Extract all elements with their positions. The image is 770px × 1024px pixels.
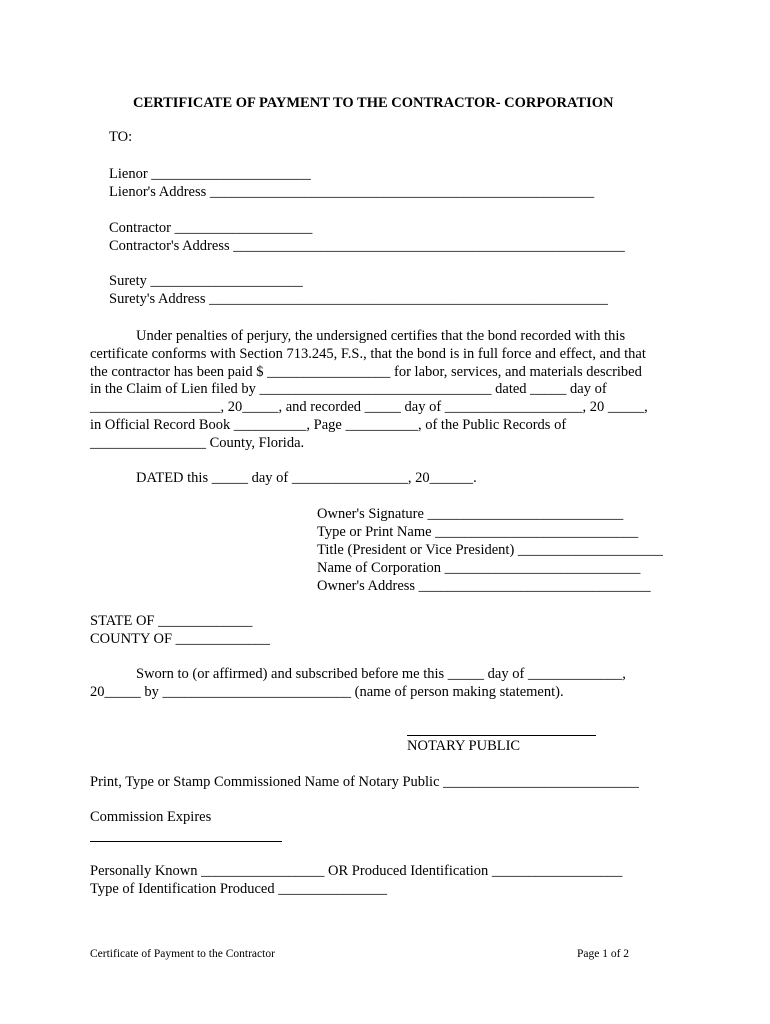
paragraph-line: certificate conforms with Section 713.245, F.S., that the bond is in full force and effect, and that xyxy=(90,346,646,362)
document-title: CERTIFICATE OF PAYMENT TO THE CONTRACTOR- CORPORATION xyxy=(133,95,614,111)
sworn-line: 20_____ by __________________________ (name of person making statement). xyxy=(90,684,564,700)
print-name-field: Type or Print Name ____________________________ xyxy=(317,524,639,540)
paragraph-line: in Official Record Book __________, Page __________, of the Public Records of xyxy=(90,417,567,433)
commission-expires-label: Commission Expires xyxy=(90,809,212,825)
county-field: COUNTY OF _____________ xyxy=(90,631,270,647)
notary-signature-line xyxy=(407,735,596,736)
contractor-address-field: Contractor's Address ______________________________________________________ xyxy=(109,238,625,254)
surety-address-field: Surety's Address _______________________________________________________ xyxy=(109,291,608,307)
paragraph-line: the contractor has been paid $ _________________ for labor, services, and materials described xyxy=(90,364,642,380)
footer-page-number: Page 1 of 2 xyxy=(577,948,630,960)
footer-document-name: Certificate of Payment to the Contractor xyxy=(90,948,275,960)
notary-name-field: Print, Type or Stamp Commissioned Name of Notary Public ___________________________ xyxy=(90,774,639,790)
paragraph-line: Under penalties of perjury, the undersigned certifies that the bond recorded with this xyxy=(136,328,626,344)
to-label: TO: xyxy=(109,129,133,145)
paragraph-line: in the Claim of Lien filed by ________________________________ dated _____ day of xyxy=(90,381,607,397)
contractor-field: Contractor ___________________ xyxy=(109,220,313,236)
lienor-address-field: Lienor's Address _____________________________________________________ xyxy=(109,184,595,200)
state-field: STATE OF _____________ xyxy=(90,613,253,629)
paragraph-line: ________________ County, Florida. xyxy=(90,435,305,451)
personally-known-field: Personally Known _________________ OR Produced Identification __________________ xyxy=(90,863,623,879)
sworn-line: Sworn to (or affirmed) and subscribed before me this _____ day of _____________, xyxy=(136,666,626,682)
paragraph-line: __________________, 20_____, and recorded _____ day of ___________________, 20 _____, xyxy=(90,399,648,415)
lienor-field: Lienor ______________________ xyxy=(109,166,311,182)
commission-expires-line xyxy=(90,841,282,842)
title-field: Title (President or Vice President) ____________________ xyxy=(317,542,663,558)
owner-address-field: Owner's Address ________________________________ xyxy=(317,578,651,594)
corporation-name-field: Name of Corporation ___________________________ xyxy=(317,560,641,576)
owner-signature-field: Owner's Signature ___________________________ xyxy=(317,506,624,522)
surety-field: Surety _____________________ xyxy=(109,273,303,289)
notary-public-label: NOTARY PUBLIC xyxy=(407,738,521,754)
dated-line: DATED this _____ day of ________________, 20______. xyxy=(136,470,477,486)
identification-type-field: Type of Identification Produced _______________ xyxy=(90,881,387,897)
